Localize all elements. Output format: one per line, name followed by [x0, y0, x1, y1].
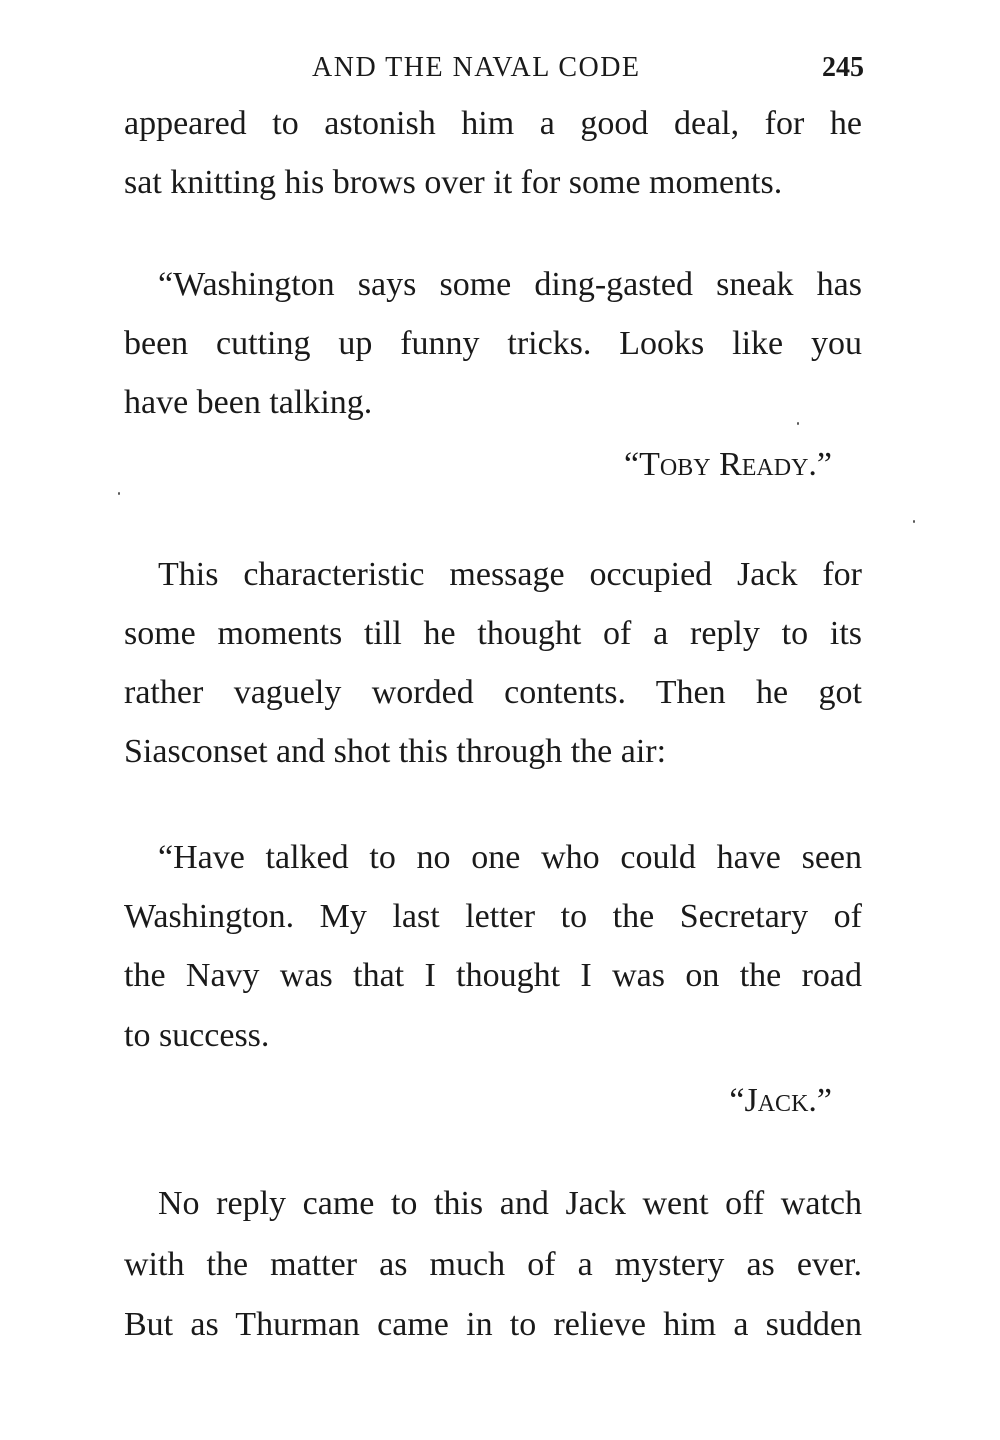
- text-line: Washington. My last letter to the Secretary of: [124, 898, 862, 935]
- text-line: Siasconset and shot this through the air:: [124, 733, 667, 770]
- scan-speck: [797, 422, 799, 425]
- text-line: sat knitting his brows over it for some moments.: [124, 164, 783, 201]
- text-line: some moments till he thought of a reply to its: [124, 615, 862, 652]
- text-line: the Navy was that I thought I was on the road: [124, 957, 862, 994]
- text-line: have been talking.: [124, 384, 373, 421]
- text-line: No reply came to this and Jack went off watch: [158, 1185, 862, 1222]
- text-line: to success.: [124, 1017, 270, 1054]
- text-line: This characteristic message occupied Jack for: [158, 556, 862, 593]
- text-line: been cutting up funny tricks. Looks like you: [124, 325, 862, 362]
- text-line: But as Thurman came in to relieve him a sudden: [124, 1306, 862, 1343]
- page-number: 245: [822, 52, 864, 83]
- running-title: AND THE NAVAL CODE: [312, 52, 641, 83]
- text-line: with the matter as much of a mystery as ever.: [124, 1246, 862, 1283]
- text-line: appeared to astonish him a good deal, for he: [124, 105, 862, 142]
- running-head: [124, 50, 864, 90]
- scan-speck: [913, 520, 915, 523]
- text-line: “Have talked to no one who could have seen: [158, 839, 862, 876]
- text-line: “Washington says some ding-gasted sneak has: [158, 266, 862, 303]
- scan-speck: [118, 492, 120, 495]
- text-line: rather vaguely worded contents. Then he got: [124, 674, 862, 711]
- telegram-signature: “Toby Ready.”: [624, 446, 832, 483]
- telegram-signature: “Jack.”: [729, 1082, 832, 1119]
